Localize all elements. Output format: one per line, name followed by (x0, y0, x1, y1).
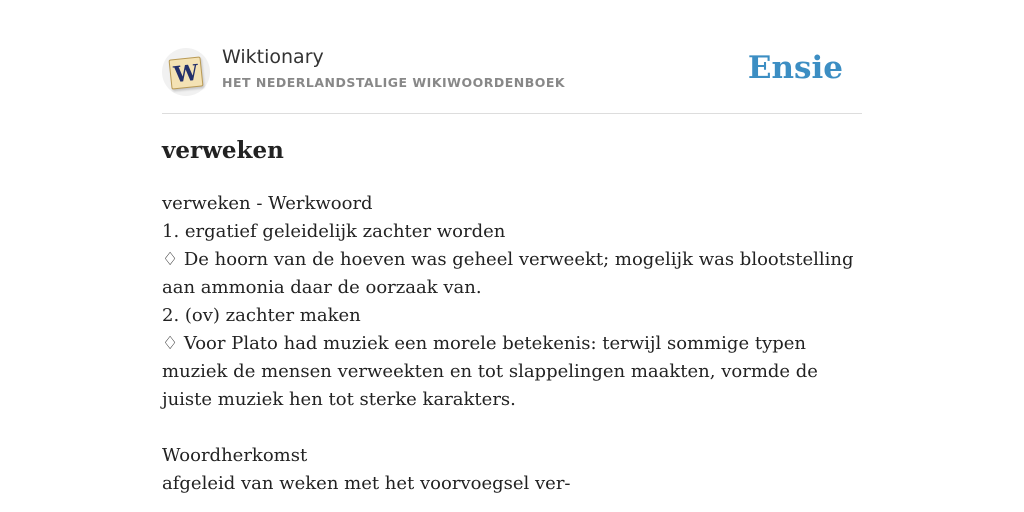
wiktionary-logo-icon[interactable] (162, 48, 210, 96)
logo-tile (169, 56, 204, 89)
entry-content (162, 190, 862, 498)
etymology-heading: Woordherkomst (162, 445, 308, 466)
definition-2: 2. (ov) zachter maken (162, 305, 361, 326)
site-tagline: HET NEDERLANDSTALIGE WIKIWOORDENBOEK (222, 75, 566, 90)
definition-1-example: ♢ De hoorn van de hoeven was geheel verweekt; mogelijk was blootstelling aan ammonia daar de oorzaak van. (162, 249, 854, 298)
entry-heading: verweken - Werkwoord (162, 193, 373, 214)
definition-2-example: ♢ Voor Plato had muziek een morele betekenis: terwijl sommige typen muziek de mensen verweekten en tot slappelingen maakten, vormde de juiste muziek hen tot sterke karakters. (162, 333, 818, 410)
page-title: verweken (162, 137, 284, 164)
logo-letter: W (172, 59, 200, 89)
site-name[interactable]: Wiktionary (222, 46, 324, 68)
etymology-text: afgeleid van weken met het voorvoegsel ver- (162, 473, 571, 494)
spacer (162, 414, 862, 442)
site-header (162, 44, 862, 114)
definition-1: 1. ergatief geleidelijk zachter worden (162, 221, 506, 242)
ensie-brand-link[interactable]: Ensie (747, 50, 843, 86)
